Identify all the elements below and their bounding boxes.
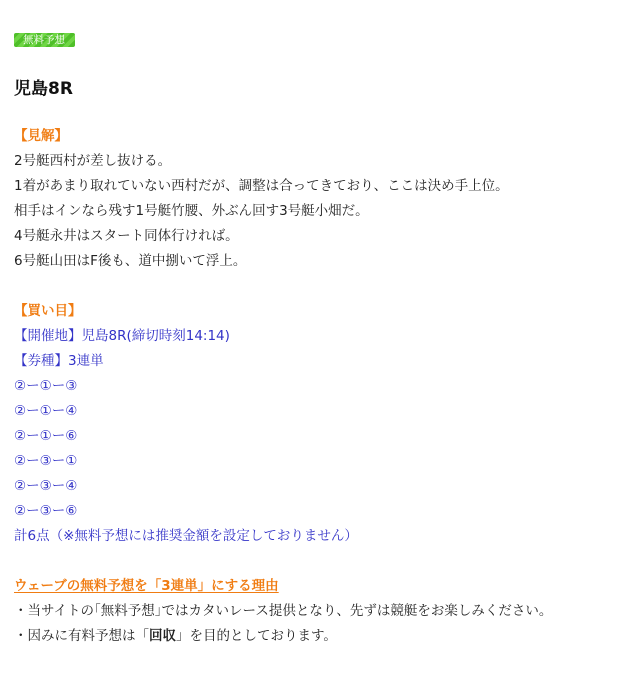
analysis-line: 6号艇山田はF後も、道中捌いて浮上。 (14, 253, 247, 269)
reason-line: ・当サイトの｢無料予想｣ではカタいレース提供となり、先ずは競艇をお楽しみください。 (14, 603, 553, 619)
bet-combination: ②ー③ー⑥ (14, 503, 78, 519)
analysis-line: 相手はインなら残す1号艇竹腰、外ぶん回す3号艇小畑だ。 (14, 203, 369, 219)
reason-text: 」を目的としております。 (176, 628, 337, 644)
bet-combination: ②ー①ー③ (14, 378, 78, 394)
venue-row (14, 326, 230, 346)
reason-text: ・因みに有料予想は「 (14, 628, 149, 644)
reason-emphasis: 回収 (149, 628, 176, 644)
bet-total: 計6点（※無料予想には推奨金額を設定しておりません） (14, 528, 358, 544)
ticket-type-row (14, 351, 104, 371)
bet-combination: ②ー①ー⑥ (14, 428, 78, 444)
bets-heading: 【買い目】 (14, 303, 82, 319)
bet-combination: ②ー③ー① (14, 453, 78, 469)
race-title: 児島8R (14, 79, 73, 99)
ticket-type-value: 3連単 (68, 353, 104, 369)
venue-value: 児島8R(締切時刻14:14) (81, 328, 230, 344)
reason-heading-link[interactable]: ウェーブの無料予想を「3連単」にする理由 (14, 578, 279, 594)
ticket-type-label: 【券種】 (14, 353, 68, 369)
venue-label: 【開催地】 (14, 328, 82, 344)
bet-combination: ②ー①ー④ (14, 403, 78, 419)
analysis-line: 4号艇永井はスタート同体行ければ。 (14, 228, 239, 244)
bet-combination: ②ー③ー④ (14, 478, 78, 494)
reason-line (14, 626, 337, 646)
free-prediction-badge: 無料予想 (14, 33, 75, 47)
analysis-heading: 【見解】 (14, 128, 68, 144)
analysis-line: 1着があまり取れていない西村だが、調整は合ってきており、ここは決め手上位。 (14, 178, 509, 194)
analysis-line: 2号艇西村が差し抜ける。 (14, 153, 172, 169)
